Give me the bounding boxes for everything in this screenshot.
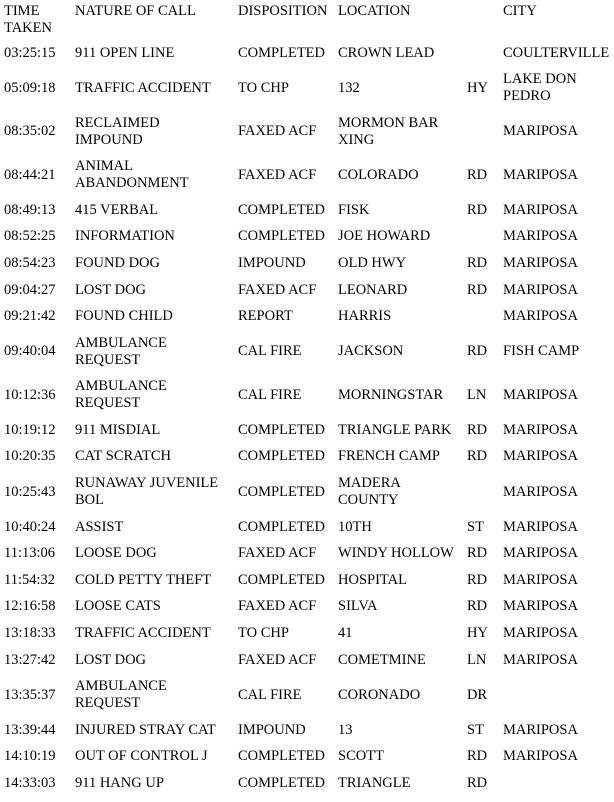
row-city: MARIPOSA: [503, 228, 578, 245]
row-city: MARIPOSA: [503, 598, 578, 615]
table-row: [0, 594, 614, 621]
row-location: WINDY HOLLOW: [338, 545, 454, 562]
row-disposition: FAXED ACF: [238, 166, 317, 183]
table-row: [0, 330, 614, 374]
row-time: 08:49:13: [4, 201, 56, 218]
row-time: 11:54:32: [4, 571, 56, 588]
row-city: MARIPOSA: [503, 651, 578, 668]
row-time: 10:40:24: [4, 518, 56, 535]
row-time: 09:21:42: [4, 308, 56, 325]
row-street-suffix: RD: [467, 571, 488, 588]
row-time: 10:25:43: [4, 483, 56, 500]
row-time: 09:40:04: [4, 343, 56, 360]
row-time: 10:19:12: [4, 421, 56, 438]
row-time: 10:20:35: [4, 448, 56, 465]
row-location: CROWN LEAD: [338, 44, 435, 61]
table-row: [0, 303, 614, 330]
table-row: [0, 250, 614, 277]
row-time: 09:04:27: [4, 281, 56, 298]
row-nature-of-call: INJURED STRAY CAT: [75, 721, 216, 738]
table-row: [0, 647, 614, 674]
row-disposition: FAXED ACF: [238, 651, 317, 668]
table-row: [0, 444, 614, 471]
row-time: 14:33:03: [4, 774, 56, 791]
row-location: 41: [338, 624, 353, 641]
row-street-suffix: RD: [467, 774, 488, 791]
row-disposition: COMPLETED: [238, 518, 325, 535]
table-row: [0, 224, 614, 251]
row-street-suffix: RD: [467, 201, 488, 218]
row-location: SCOTT: [338, 748, 384, 765]
table-row: [0, 197, 614, 224]
row-disposition: FAXED ACF: [238, 598, 317, 615]
row-location: 10TH: [338, 518, 372, 535]
row-location: COLORADO: [338, 166, 419, 183]
table-row: [0, 620, 614, 647]
row-disposition: IMPOUND: [238, 255, 306, 272]
row-disposition: COMPLETED: [238, 201, 325, 218]
header-nature-of-call: NATURE OF CALL: [75, 3, 196, 19]
row-disposition: COMPLETED: [238, 571, 325, 588]
row-location: TRIANGLE PARK: [338, 421, 452, 438]
row-disposition: COMPLETED: [238, 228, 325, 245]
row-city: MARIPOSA: [503, 386, 578, 403]
row-nature-of-call: TRAFFIC ACCIDENT: [75, 79, 211, 96]
table-row: [0, 770, 614, 797]
row-location: MADERA COUNTY: [338, 475, 401, 508]
row-city: MARIPOSA: [503, 166, 578, 183]
row-time: 12:16:58: [4, 598, 56, 615]
row-location: OLD HWY: [338, 255, 407, 272]
row-street-suffix: RD: [467, 448, 488, 465]
row-nature-of-call: COLD PETTY THEFT: [75, 571, 212, 588]
row-street-suffix: DR: [467, 686, 488, 703]
row-location: SILVA: [338, 598, 378, 615]
row-nature-of-call: LOST DOG: [75, 651, 147, 668]
row-nature-of-call: AMBULANCE REQUEST: [75, 678, 167, 712]
row-location: HOSPITAL: [338, 571, 407, 588]
row-city: MARIPOSA: [503, 483, 578, 500]
row-nature-of-call: AMBULANCE REQUEST: [75, 378, 167, 412]
row-city: FISH CAMP: [503, 343, 580, 360]
row-city: MARIPOSA: [503, 748, 578, 765]
row-nature-of-call: LOOSE CATS: [75, 598, 161, 615]
row-location: CORONADO: [338, 686, 421, 703]
table-body: [0, 40, 614, 797]
row-city: MARIPOSA: [503, 624, 578, 641]
header-disposition: DISPOSITION: [238, 3, 328, 19]
row-street-suffix: LN: [467, 651, 487, 668]
row-disposition: FAXED ACF: [238, 123, 317, 140]
row-time: 10:12:36: [4, 386, 56, 403]
row-location: LEONARD: [338, 281, 408, 298]
row-time: 08:44:21: [4, 166, 56, 183]
row-time: 05:09:18: [4, 79, 56, 96]
row-city: MARIPOSA: [503, 421, 578, 438]
row-disposition: FAXED ACF: [238, 281, 317, 298]
row-time: 13:18:33: [4, 624, 56, 641]
row-location: MORMON BAR XING: [338, 114, 439, 148]
table-row: [0, 40, 614, 67]
row-disposition: COMPLETED: [238, 448, 325, 465]
row-nature-of-call: ANIMAL ABANDONMENT: [75, 158, 189, 192]
table-row: [0, 514, 614, 541]
row-nature-of-call: FOUND CHILD: [75, 308, 173, 325]
table-row: [0, 717, 614, 744]
row-disposition: CAL FIRE: [238, 686, 302, 703]
row-disposition: COMPLETED: [238, 421, 325, 438]
row-nature-of-call: FOUND DOG: [75, 255, 160, 272]
row-disposition: TO CHP: [238, 624, 289, 641]
row-location: FISK: [338, 201, 370, 218]
row-time: 14:10:19: [4, 748, 56, 765]
row-nature-of-call: RUNAWAY JUVENILE BOL: [75, 475, 219, 508]
row-street-suffix: RD: [467, 255, 488, 272]
row-street-suffix: HY: [467, 79, 488, 96]
row-nature-of-call: TRAFFIC ACCIDENT: [75, 624, 211, 641]
table-row: [0, 154, 614, 198]
row-nature-of-call: ASSIST: [75, 518, 124, 535]
row-city: COULTERVILLE: [503, 44, 610, 61]
table-row: [0, 110, 614, 154]
row-street-suffix: HY: [467, 624, 488, 641]
row-nature-of-call: LOOSE DOG: [75, 545, 157, 562]
row-disposition: REPORT: [238, 308, 293, 325]
row-nature-of-call: 911 MISDIAL: [75, 421, 161, 438]
row-street-suffix: RD: [467, 598, 488, 615]
row-street-suffix: RD: [467, 545, 488, 562]
row-location: 132: [338, 79, 360, 96]
table-row: [0, 470, 614, 514]
row-disposition: TO CHP: [238, 79, 289, 96]
row-city: MARIPOSA: [503, 545, 578, 562]
row-city: MARIPOSA: [503, 518, 578, 535]
row-time: 11:13:06: [4, 545, 56, 562]
header-location: LOCATION: [338, 3, 411, 19]
row-disposition: COMPLETED: [238, 483, 325, 500]
row-nature-of-call: INFORMATION: [75, 228, 175, 245]
row-nature-of-call: OUT OF CONTROL J: [75, 748, 208, 765]
row-street-suffix: RD: [467, 343, 488, 360]
row-time: 03:25:15: [4, 44, 56, 61]
row-street-suffix: RD: [467, 748, 488, 765]
row-city: MARIPOSA: [503, 448, 578, 465]
row-time: 13:35:37: [4, 686, 56, 703]
row-disposition: COMPLETED: [238, 774, 325, 791]
row-location: HARRIS: [338, 308, 392, 325]
row-street-suffix: ST: [467, 518, 484, 535]
row-location: 13: [338, 721, 353, 738]
row-disposition: COMPLETED: [238, 748, 325, 765]
row-location: COMETMINE: [338, 651, 426, 668]
row-street-suffix: ST: [467, 721, 484, 738]
header-city: CITY: [503, 3, 537, 19]
row-location: MORNINGSTAR: [338, 386, 444, 403]
row-street-suffix: RD: [467, 421, 488, 438]
row-disposition: CAL FIRE: [238, 386, 302, 403]
table-row: [0, 67, 614, 111]
row-time: 08:52:25: [4, 228, 56, 245]
row-nature-of-call: LOST DOG: [75, 281, 147, 298]
row-time: 08:35:02: [4, 123, 56, 140]
row-city: MARIPOSA: [503, 308, 578, 325]
table-row: [0, 277, 614, 304]
row-disposition: FAXED ACF: [238, 545, 317, 562]
row-time: 13:39:44: [4, 721, 56, 738]
table-row: [0, 743, 614, 770]
row-street-suffix: RD: [467, 281, 488, 298]
row-location: TRIANGLE: [338, 774, 411, 791]
table-row: [0, 417, 614, 444]
row-nature-of-call: AMBULANCE REQUEST: [75, 334, 167, 368]
row-city: MARIPOSA: [503, 571, 578, 588]
row-location: JACKSON: [338, 343, 404, 360]
row-nature-of-call: 911 HANG UP: [75, 774, 164, 791]
row-disposition: COMPLETED: [238, 44, 325, 61]
row-nature-of-call: 415 VERBAL: [75, 201, 159, 218]
row-time: 08:54:23: [4, 255, 56, 272]
row-location: JOE HOWARD: [338, 228, 431, 245]
row-nature-of-call: 911 OPEN LINE: [75, 44, 175, 61]
row-disposition: IMPOUND: [238, 721, 306, 738]
row-street-suffix: RD: [467, 166, 488, 183]
table-row: [0, 673, 614, 717]
row-nature-of-call: CAT SCRATCH: [75, 448, 172, 465]
row-disposition: CAL FIRE: [238, 343, 302, 360]
row-time: 13:27:42: [4, 651, 56, 668]
table-row: [0, 540, 614, 567]
row-city: MARIPOSA: [503, 721, 578, 738]
row-city: MARIPOSA: [503, 201, 578, 218]
table-row: [0, 567, 614, 594]
row-location: FRENCH CAMP: [338, 448, 440, 465]
table-row: [0, 374, 614, 418]
row-city: LAKE DON PEDRO: [503, 71, 577, 105]
header-time-taken: TIME TAKEN: [4, 3, 52, 36]
table-header: [0, 0, 614, 40]
row-city: MARIPOSA: [503, 255, 578, 272]
row-street-suffix: LN: [467, 386, 487, 403]
row-city: MARIPOSA: [503, 123, 578, 140]
row-city: MARIPOSA: [503, 281, 578, 298]
row-nature-of-call: RECLAIMED IMPOUND: [75, 114, 160, 148]
